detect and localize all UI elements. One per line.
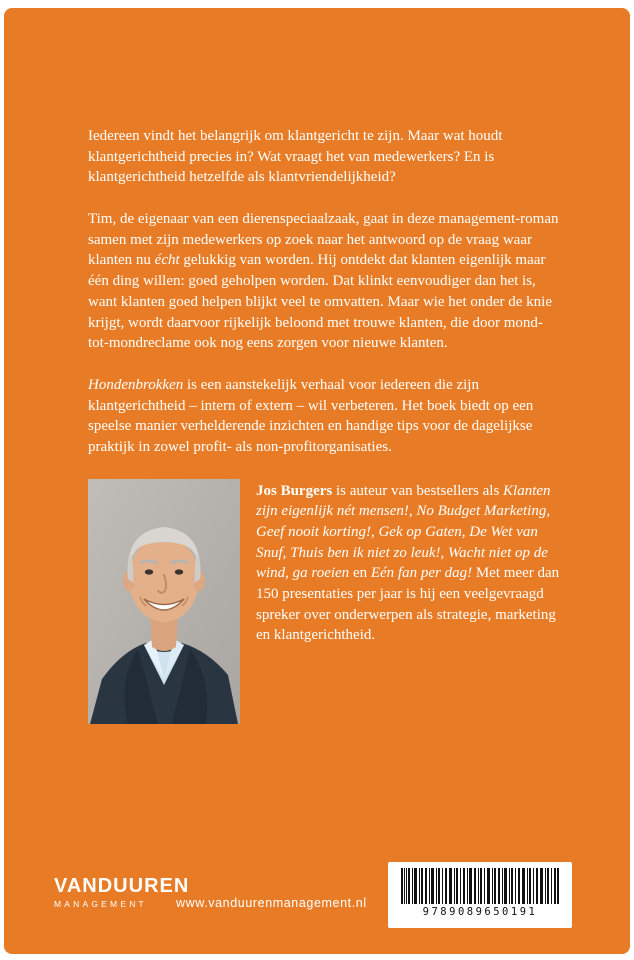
author-section <box>88 479 562 724</box>
publisher-logo-sub: MANAGEMENT <box>54 899 147 909</box>
barcode-box <box>388 862 572 928</box>
barcode <box>401 868 559 904</box>
paragraph-intro: Iedereen vindt het belangrijk om klantgericht te zijn. Maar wat houdt klantgerichtheid precies in? Wat vraagt het van medewerkers? En is klantgerichtheid hetzelfde als klantvriendelijkheid? <box>88 128 503 186</box>
isbn-number: 9789089650191 <box>422 906 538 918</box>
publisher-logo <box>54 876 189 909</box>
author-bio: Jos Burgers is auteur van bestsellers als Klanten zijn eigenlijk nét mensen!, No Budget Marketing, Geef nooit korting!, Gek op Gaten, De Wet van Snuf, Thuis ben ik niet zo leuk!, Wacht niet op de wind, ga roeien en Eén fan per dag! Met meer dan 150 presentaties per jaar is hij een veelgevraagd spreker over onderwerpen als strategie, marketing en klantgerichtheid. <box>256 482 560 644</box>
author-photo <box>88 479 240 724</box>
paragraph-story: Tim, de eigenaar van een dierenspeciaalzaak, gaat in deze management-roman samen met zijn medewerkers op zoek naar het antwoord op de vraag waar klanten nu écht gelukkig van worden. Hij ontdekt dat klanten eigenlijk maar één ding willen: goed geholpen worden. Dat klinkt eenvoudiger dan het is, want klanten goed helpen blijkt veel te omvatten. Maar wie het onder de knie krijgt, wordt daarvoor rijkelijk beloond met trouwe klanten, die door mond-tot-mondreclame ook nog eens zorgen voor nieuwe klanten. <box>88 211 559 352</box>
website-url: www.vanduurenmanagement.nl <box>176 896 367 910</box>
paragraph-book: Hondenbrokken is een aanstekelijk verhaal voor iedereen die zijn klantgerichtheid – intern of extern – wil verbeteren. Het boek biedt op een speelse manier verhelderende inzichten en handige tips voor de dagelijkse praktijk in zowel profit- als non-profitorganisaties. <box>88 376 534 455</box>
book-back-cover <box>4 8 630 954</box>
publisher-logo-name: VANDUUREN <box>54 875 190 897</box>
back-cover-text <box>88 126 562 724</box>
